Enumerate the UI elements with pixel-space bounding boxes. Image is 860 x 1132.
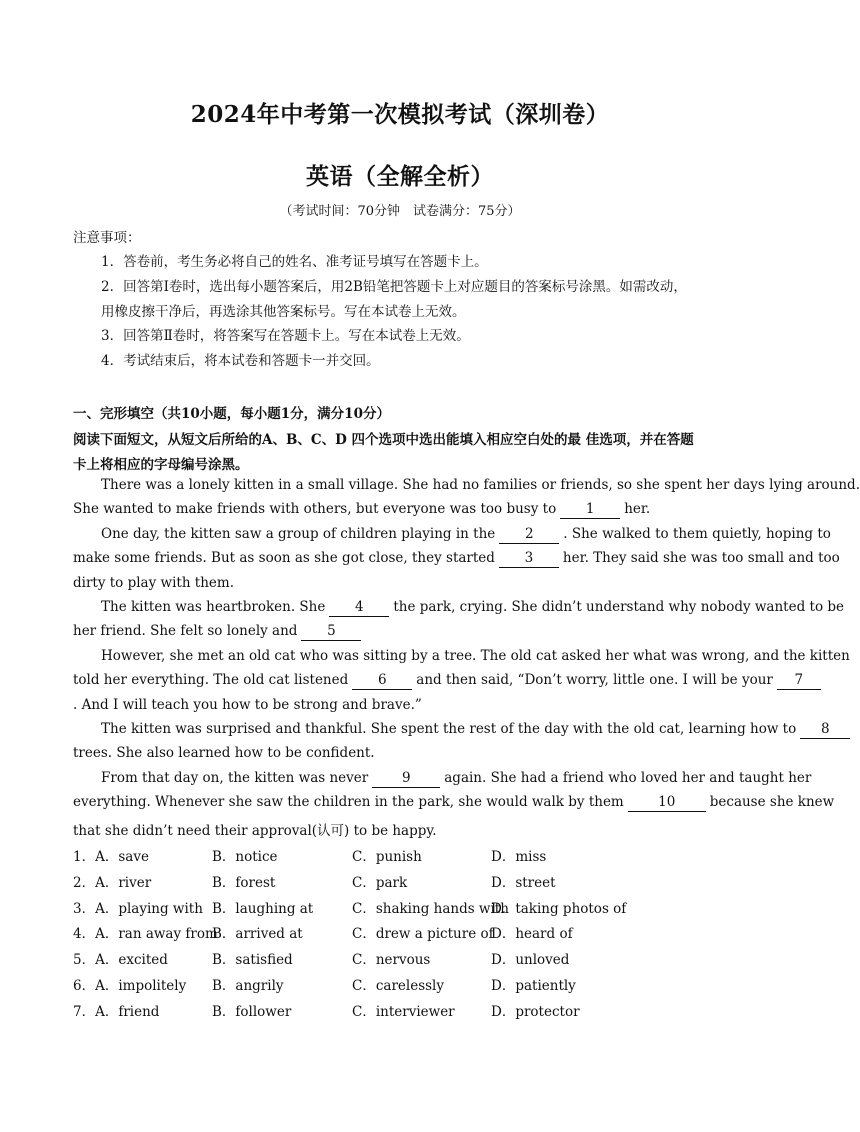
passage-line: trees. She also learned how to be confident. [73, 745, 375, 761]
option-b: B．angrily [212, 978, 284, 994]
option-c: C．nervous [352, 952, 431, 968]
passage-line: her friend. She felt so lonely and 5 [73, 623, 365, 641]
passage-line: that she didn’t need their approval(认可) to be happy. [73, 823, 437, 839]
option-a: 2．A．river [73, 875, 152, 891]
option-d: D．miss [491, 849, 547, 865]
passage-line: . And I will teach you how to be strong and brave.” [73, 697, 422, 713]
option-a: 5．A．excited [73, 952, 168, 968]
option-a: 6．A．impolitely [73, 978, 187, 994]
option-c: C．interviewer [352, 1004, 455, 1020]
section-heading: 一、完形填空（共10小题，每小题1分，满分10分） [73, 406, 390, 422]
passage-line: She wanted to make friends with others, but everyone was too busy to 1 her. [73, 501, 651, 517]
option-c: C．park [352, 875, 408, 891]
passage-line: One day, the kitten saw a group of children playing in the 2 . She walked to them quietly, hoping to [101, 526, 831, 542]
blank-10: 10 [628, 795, 706, 812]
blank-6: 6 [352, 673, 412, 690]
option-b: B．follower [212, 1004, 292, 1020]
option-c: C．punish [352, 849, 422, 865]
option-a: 3．A．playing with [73, 901, 203, 917]
option-d: D．taking photos of [491, 901, 627, 917]
blank-7: 7 [777, 673, 821, 690]
blank-8: 8 [800, 722, 850, 739]
section-instruction: 阅读下面短文，从短文后所给的A、B、C、D 四个选项中选出能填入相应空白处的最 佳选项，并在答题 [73, 432, 694, 448]
blank-5: 5 [301, 624, 361, 641]
notes-heading: 注意事项： [73, 230, 141, 246]
passage-line: However, she met an old cat who was sitting by a tree. The old cat asked her what was wrong, and the kitten [101, 648, 850, 664]
option-d: D．unloved [491, 952, 570, 968]
passage-line: dirty to play with them. [73, 575, 235, 591]
passage-line: The kitten was surprised and thankful. She spent the rest of the day with the old cat, learning how to 8 [101, 721, 854, 739]
option-c: C．shaking hands with [352, 901, 509, 917]
option-a: 7．A．friend [73, 1004, 160, 1020]
blank-2: 2 [499, 527, 559, 544]
blank-3: 3 [499, 551, 559, 568]
blank-9: 9 [372, 771, 440, 788]
note-item: 4．考试结束后，将本试卷和答题卡一并交回。 [101, 353, 380, 369]
note-item: 2．回答第Ⅰ卷时，选出每小题答案后，用2B铅笔把答题卡上对应题目的答案标号涂黑。如需改动， [101, 279, 687, 295]
option-c: C．drew a picture of [352, 926, 494, 942]
passage-line: From that day on, the kitten was never 9 again. She had a friend who loved her and taught her [101, 770, 812, 786]
passage-line: There was a lonely kitten in a small village. She had no families or friends, so she spent her days lying around. [101, 477, 860, 493]
passage-line: told her everything. The old cat listened 6 and then said, “Don’t worry, little one. I will be your 7 [73, 672, 825, 690]
page-title: 2024年中考第一次模拟考试（深圳卷） [190, 101, 610, 128]
note-item: 3．回答第Ⅱ卷时，将答案写在答题卡上。写在本试卷上无效。 [101, 328, 470, 344]
option-b: B．arrived at [212, 926, 303, 942]
page-subtitle: 英语（全解全析） [306, 163, 494, 190]
blank-4: 4 [329, 600, 389, 617]
option-b: B．forest [212, 875, 276, 891]
note-item: 用橡皮擦干净后，再选涂其他答案标号。写在本试卷上无效。 [101, 304, 466, 320]
section-instruction: 卡上将相应的字母编号涂黑。 [73, 457, 249, 473]
passage-line: make some friends. But as soon as she got close, they started 3 her. They said she was too small and too [73, 550, 840, 566]
option-d: D．heard of [491, 926, 573, 942]
option-d: D．protector [491, 1004, 580, 1020]
option-a: 4．A．ran away from [73, 926, 218, 942]
option-b: B．satisfied [212, 952, 293, 968]
option-c: C．carelessly [352, 978, 444, 994]
option-d: D．patiently [491, 978, 576, 994]
blank-1: 1 [560, 502, 620, 519]
option-b: B．laughing at [212, 901, 314, 917]
passage-line: everything. Whenever she saw the children in the park, she would walk by them 10 because she knew [73, 794, 835, 810]
passage-line: The kitten was heartbroken. She 4 the park, crying. She didn’t understand why nobody wanted to be [101, 599, 844, 615]
option-b: B．notice [212, 849, 278, 865]
option-d: D．street [491, 875, 556, 891]
exam-info: （考试时间：70分钟 试卷满分：75分） [279, 204, 521, 219]
option-a: 1．A．save [73, 849, 149, 865]
note-item: 1．答卷前，考生务必将自己的姓名、准考证号填写在答题卡上。 [101, 254, 488, 270]
